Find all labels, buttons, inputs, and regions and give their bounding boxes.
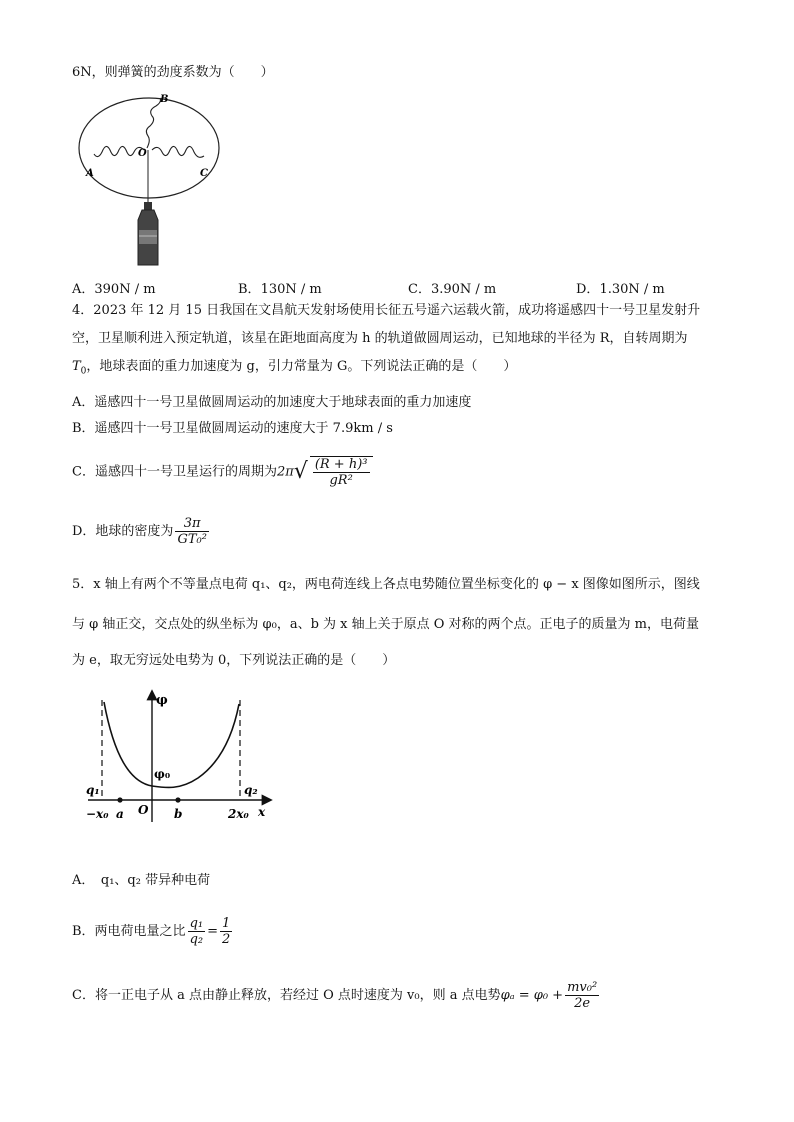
label-C: C: [200, 168, 208, 179]
label-neg-x0: −x₀: [86, 807, 109, 821]
q4-option-a: A．遥感四十一号卫星做圆周运动的加速度大于地球表面的重力加速度: [72, 395, 472, 410]
q4-line2: 空，卫星顺利进入预定轨道，该星在距地面高度为 h 的轨道做圆周运动，已知地球的半径为 R，自转周期为: [72, 331, 688, 346]
q5-option-c: C．将一正电子从 a 点由静止释放，若经过 O 点时速度为 v₀，则 a 点电势φₐ = φ₀ + $\frac{\text{mv₀²}}{2e}$: [72, 980, 598, 1011]
q3-stem: 6N，则弹簧的劲度系数为（ ）: [72, 65, 274, 80]
label-a: a: [116, 807, 124, 821]
label-b: b: [174, 807, 183, 821]
label-origin: O: [138, 803, 149, 817]
label-phi: φ: [156, 693, 168, 708]
phi-x-graph: [80, 686, 280, 832]
q5-line1: 5．x 轴上有两个不等量点电荷 q₁、q₂，两电荷连线上各点电势随位置坐标变化的 φ − x 图像如图所示，图线: [72, 577, 700, 592]
q3-option-c: C．3.90N / m: [408, 282, 497, 297]
label-x: x: [258, 805, 266, 819]
q3-option-d: D．1.30N / m: [576, 282, 665, 297]
label-phi0: φ₀: [154, 767, 171, 781]
label-q2: q₂: [244, 783, 258, 797]
label-B: B: [160, 94, 169, 105]
q5-line2: 与 φ 轴正交，交点处的纵坐标为 φ₀，a、b 为 x 轴上关于原点 O 对称的两个点。正电子的质量为 m，电荷量: [72, 617, 699, 632]
q3-option-a: A．390N / m: [72, 282, 156, 297]
q4-option-c: C．遥感四十一号卫星运行的周期为2π√ $\frac{\text{(R + h)³}}{\text{gR²}}$: [72, 452, 375, 493]
q4-option-d: D．地球的密度为 $\frac{3\pi}{\text{GT₀²}}$: [72, 516, 207, 547]
q5-line3: 为 e，取无穷远处电势为 0，下列说法正确的是（ ）: [72, 653, 396, 668]
label-O: O: [138, 148, 147, 159]
q4-option-b: B．遥感四十一号卫星做圆周运动的速度大于 7.9km / s: [72, 421, 393, 436]
q5-option-b: B．两电荷电量之比 $\frac{\text{q₁}}{\text{q₂}}$ = $\frac{1}{2}$: [72, 916, 231, 947]
q5-option-a: A． q₁、q₂ 带异种电荷: [72, 873, 211, 888]
label-q1: q₁: [86, 783, 100, 797]
q4-line1: 4．2023 年 12 月 15 日我国在文昌航天发射场使用长征五号遥六运载火箭，成功将遥感四十一号卫星发射升: [72, 303, 701, 318]
label-A: A: [86, 168, 94, 179]
q4-line3: $T_0$，地球表面的重力加速度为 g，引力常量为 G。下列说法正确的是（ ）: [72, 359, 517, 377]
q3-option-b: B．130N / m: [238, 282, 322, 297]
label-2x0: 2x₀: [228, 807, 249, 821]
spring-figure: [76, 90, 236, 270]
